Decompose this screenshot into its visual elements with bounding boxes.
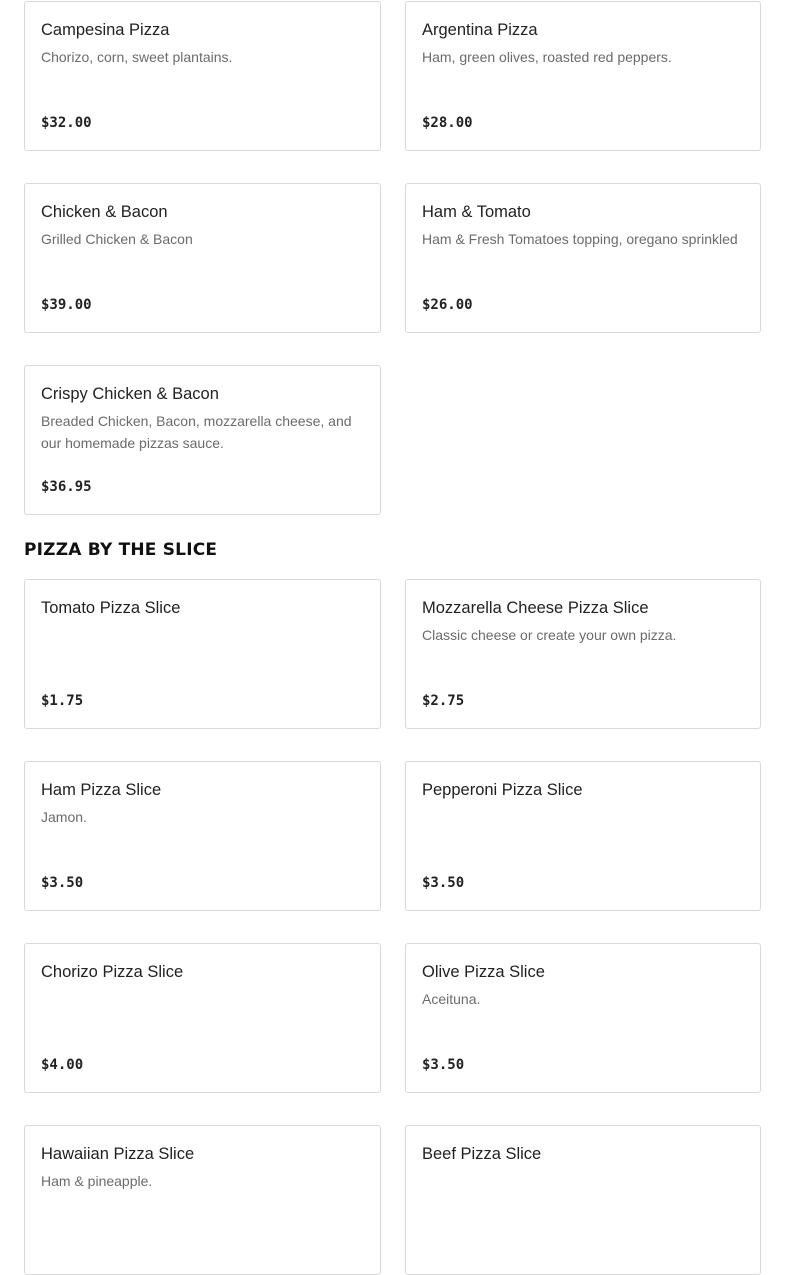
menu-item-card[interactable] bbox=[24, 1125, 381, 1275]
item-description: Ham & Fresh Tomatoes topping, oregano sprinkled bbox=[422, 231, 738, 247]
item-name: Tomato Pizza Slice bbox=[41, 599, 181, 617]
item-description: Ham & pineapple. bbox=[41, 1173, 153, 1189]
item-name: Mozzarella Cheese Pizza Slice bbox=[422, 599, 649, 617]
menu-item-card[interactable] bbox=[405, 761, 761, 911]
menu-item-card[interactable] bbox=[405, 943, 761, 1093]
menu-item-card[interactable] bbox=[24, 1, 381, 151]
menu-item-card[interactable] bbox=[24, 761, 381, 911]
item-price: $3.50 bbox=[41, 875, 84, 891]
menu-item-card[interactable] bbox=[405, 1, 761, 151]
item-price: $3.50 bbox=[422, 1057, 465, 1073]
item-price: $4.00 bbox=[41, 1057, 84, 1073]
item-name: Chicken & Bacon bbox=[41, 203, 168, 221]
item-name: Olive Pizza Slice bbox=[422, 963, 545, 981]
item-name: Crispy Chicken & Bacon bbox=[41, 385, 219, 403]
item-name: Ham & Tomato bbox=[422, 203, 531, 221]
item-description: Chorizo, corn, sweet plantains. bbox=[41, 49, 233, 65]
item-price: $36.95 bbox=[41, 479, 92, 495]
item-name: Argentina Pizza bbox=[422, 21, 538, 39]
item-price: $39.00 bbox=[41, 297, 92, 313]
section-title: PIZZA BY THE SLICE bbox=[24, 540, 218, 560]
menu-item-card[interactable] bbox=[24, 183, 381, 333]
item-price: $28.00 bbox=[422, 115, 473, 131]
item-name: Pepperoni Pizza Slice bbox=[422, 781, 583, 799]
menu-item-card[interactable] bbox=[405, 1125, 761, 1275]
menu-item-card[interactable] bbox=[405, 579, 761, 729]
item-price: $3.50 bbox=[422, 875, 465, 891]
item-name: Beef Pizza Slice bbox=[422, 1145, 542, 1163]
item-description: Classic cheese or create your own pizza. bbox=[422, 627, 677, 643]
item-name: Ham Pizza Slice bbox=[41, 781, 162, 799]
item-price: $32.00 bbox=[41, 115, 92, 131]
item-name: Campesina Pizza bbox=[41, 21, 170, 39]
item-price: $26.00 bbox=[422, 297, 473, 313]
menu-item-card[interactable] bbox=[405, 183, 761, 333]
item-description: Jamon. bbox=[41, 809, 87, 825]
item-name: Hawaiian Pizza Slice bbox=[41, 1145, 195, 1163]
menu-item-card[interactable] bbox=[24, 365, 381, 515]
item-price: $1.75 bbox=[41, 693, 84, 709]
menu-item-card[interactable] bbox=[24, 579, 381, 729]
item-price: $2.75 bbox=[422, 693, 465, 709]
item-description: Grilled Chicken & Bacon bbox=[41, 231, 193, 247]
item-name: Chorizo Pizza Slice bbox=[41, 963, 184, 981]
item-description: Breaded Chicken, Bacon, mozzarella cheese, and our homemade pizzas sauce. bbox=[41, 413, 352, 451]
menu-item-card[interactable] bbox=[24, 943, 381, 1093]
item-description: Ham, green olives, roasted red peppers. bbox=[422, 49, 672, 65]
item-description: Aceituna. bbox=[422, 991, 481, 1007]
